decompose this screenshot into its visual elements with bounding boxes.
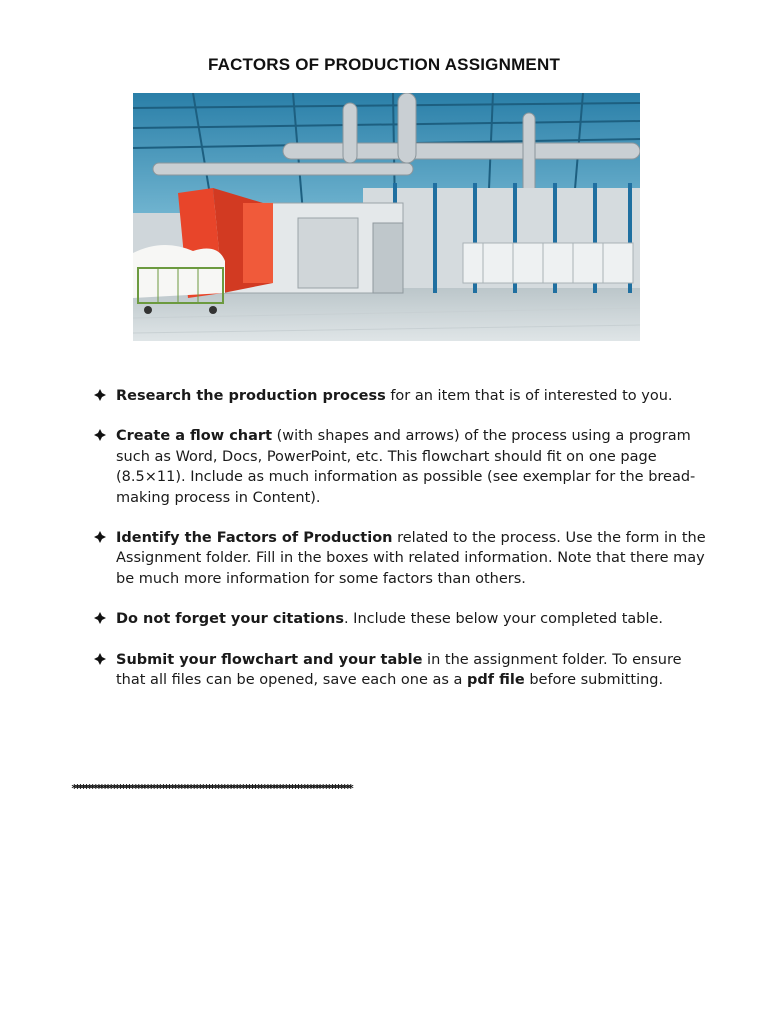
item-text: for an item that is of interested to you. [385, 388, 673, 404]
list-item [93, 426, 713, 508]
item-bold-text: Identify the Factors of Production [116, 530, 393, 547]
item-text: (with shapes and arrows) of the process using a program such as Word, Docs, PowerPoint, etc. This flowchart should fit on one page (8.5×11). Include as much information as possible (see exemplar for the bread-making process in Content). [116, 428, 696, 506]
item-bold-text: Submit your flowchart and your table [116, 651, 423, 668]
list-item [93, 650, 713, 691]
item-text: before submitting. [524, 672, 664, 689]
divider-asterisks: ******************************************************************************************* [71, 782, 351, 795]
item-bold-text: Do not forget your citations [116, 611, 344, 628]
item-bold-text: Research the production process [116, 388, 386, 404]
item-text: in the assignment folder. To ensure that all files can be opened, save each one as a [116, 651, 682, 689]
list-item [93, 609, 713, 629]
diamond-bullet-icon [94, 531, 106, 543]
diamond-bullet-icon [94, 612, 106, 624]
list-item [93, 386, 713, 406]
item-bold-text: Create a flow chart [116, 428, 272, 445]
item-text: related to the process. Use the form in the Assignment folder. Fill in the boxes with related information. Note that there may be much more information for some factors than others. [116, 530, 706, 587]
diamond-bullet-icon [94, 653, 106, 665]
diamond-bullet-icon [94, 389, 106, 401]
factory-image [133, 93, 640, 341]
diamond-bullet-icon [94, 429, 106, 441]
factory-illustration [133, 93, 640, 341]
list-item [93, 528, 713, 589]
item-text: . Include these below your completed table. [343, 611, 664, 628]
item-bold-text: pdf file [467, 672, 525, 689]
instructions-list [93, 386, 713, 710]
page-title: FACTORS OF PRODUCTION ASSIGNMENT [207, 55, 561, 74]
